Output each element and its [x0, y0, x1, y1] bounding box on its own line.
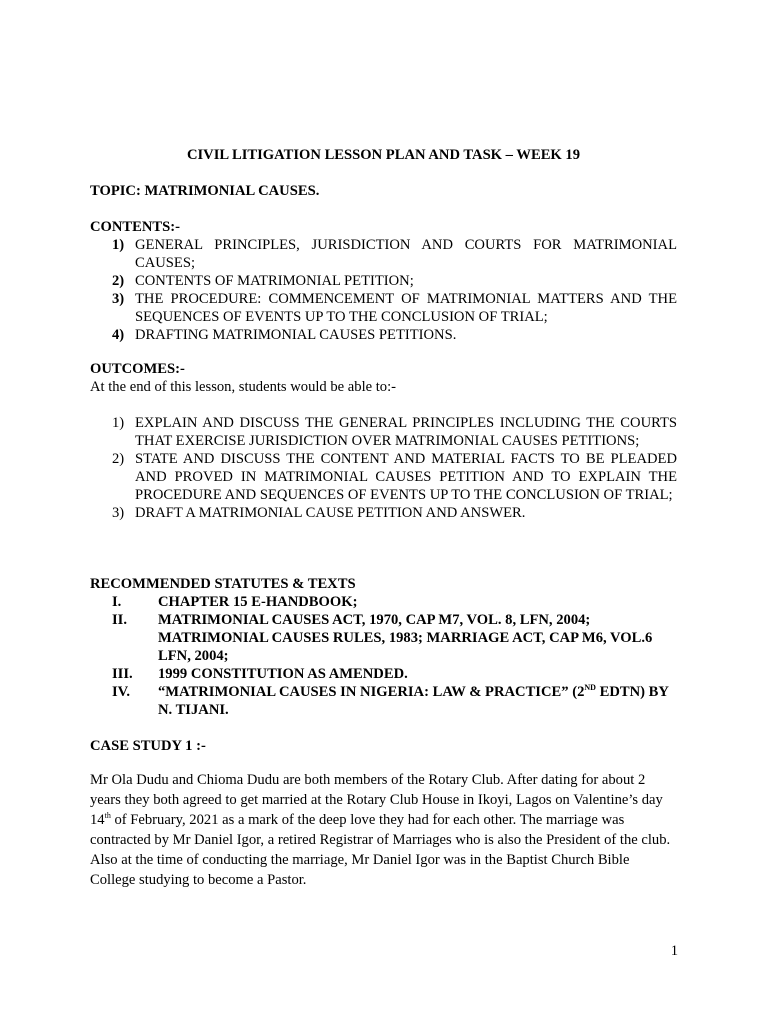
recommended-item-text: MATRIMONIAL CAUSES ACT, 1970, CAP M7, VOL. 8, LFN, 2004; MATRIMONIAL CAUSES RULES, 1983; MARRIAGE ACT, CAP M6, VOL.6 LFN, 2004;: [158, 612, 653, 664]
outcomes-item-number: 1): [112, 415, 125, 431]
contents-item-text: GENERAL PRINCIPLES, JURISDICTION AND COURTS FOR MATRIMONIAL CAUSES;: [135, 237, 677, 271]
recommended-item-number: I.: [112, 594, 122, 610]
outcomes-item-text: EXPLAIN AND DISCUSS THE GENERAL PRINCIPLES INCLUDING THE COURTS THAT EXERCISE JURISDICTION OVER MATRIMONIAL CAUSES PETITIONS;: [135, 415, 677, 449]
contents-item: [90, 290, 677, 326]
recommended-list: [90, 593, 677, 719]
contents-item: [90, 326, 677, 344]
topic-heading: TOPIC: MATRIMONIAL CAUSES.: [90, 183, 320, 199]
contents-item-text: CONTENTS OF MATRIMONIAL PETITION;: [135, 273, 414, 289]
case-study-superscript: th: [104, 811, 111, 821]
contents-list: [90, 236, 677, 344]
recommended-item-number: IV.: [112, 684, 130, 700]
contents-item-number: 2): [112, 273, 125, 289]
outcomes-item: [90, 504, 677, 522]
outcomes-item-text: DRAFT A MATRIMONIAL CAUSE PETITION AND ANSWER.: [135, 505, 526, 521]
recommended-item-text: CHAPTER 15 E-HANDBOOK;: [158, 594, 358, 610]
recommended-item-text-after: EDTN) BY N. TIJANI.: [158, 684, 669, 718]
recommended-item: [90, 665, 677, 683]
recommended-item-text: 1999 CONSTITUTION AS AMENDED.: [158, 666, 408, 682]
contents-item-number: 3): [112, 291, 125, 307]
outcomes-item-text: STATE AND DISCUSS THE CONTENT AND MATERIAL FACTS TO BE PLEADED AND PROVED IN MATRIMONIAL CAUSES PETITION AND TO EXPLAIN THE PROCEDURE AND SEQUENCES OF EVENTS UP TO THE CONCLUSION OF TRIAL;: [135, 451, 677, 503]
outcomes-item: [90, 450, 677, 504]
outcomes-heading: OUTCOMES:-: [90, 361, 185, 377]
outcomes-item: [90, 414, 677, 450]
outcomes-item-number: 3): [112, 505, 125, 521]
outcomes-intro: At the end of this lesson, students would be able to:-: [90, 379, 397, 395]
recommended-item: [90, 611, 677, 665]
recommended-item-number: II.: [112, 612, 128, 628]
contents-item: [90, 236, 677, 272]
document-title: CIVIL LITIGATION LESSON PLAN AND TASK – WEEK 19: [186, 147, 581, 163]
page-number: 1: [670, 943, 678, 959]
recommended-item: [90, 593, 677, 611]
case-study-text-part1: Mr Ola Dudu and Chioma Dudu are both members of the Rotary Club. After dating for about 2 years they both agreed to get married at the Rotary Club House in Ikoyi, Lagos on Valentine’s day 14: [90, 772, 663, 828]
recommended-item-number: III.: [112, 666, 133, 682]
contents-heading: CONTENTS:-: [90, 219, 181, 235]
contents-item-text: THE PROCEDURE: COMMENCEMENT OF MATRIMONIAL MATTERS AND THE SEQUENCES OF EVENTS UP TO THE CONCLUSION OF TRIAL;: [135, 291, 677, 325]
recommended-heading: RECOMMENDED STATUTES & TEXTS: [90, 576, 356, 592]
recommended-item: [90, 683, 677, 719]
recommended-item-text-before: “MATRIMONIAL CAUSES IN NIGERIA: LAW & PRACTICE” (2: [158, 684, 585, 700]
contents-item: [90, 272, 677, 290]
contents-item-number: 1): [112, 237, 125, 253]
case-study-heading: CASE STUDY 1 :-: [90, 738, 206, 754]
outcomes-item-number: 2): [112, 451, 125, 467]
case-study-text-part2: of February, 2021 as a mark of the deep love they had for each other. The marriage was contracted by Mr Daniel Igor, a retired Registrar of Marriages who is also the President of the club. Also at the time of conducting the marriage, Mr Daniel Igor was in the Baptist Church Bible College studying to become a Pastor.: [90, 812, 671, 888]
case-study-paragraph: [90, 770, 677, 890]
outcomes-list: [90, 414, 677, 522]
recommended-item-superscript: ND: [584, 683, 596, 693]
contents-item-text: DRAFTING MATRIMONIAL CAUSES PETITIONS.: [135, 327, 457, 343]
contents-item-number: 4): [112, 327, 125, 343]
